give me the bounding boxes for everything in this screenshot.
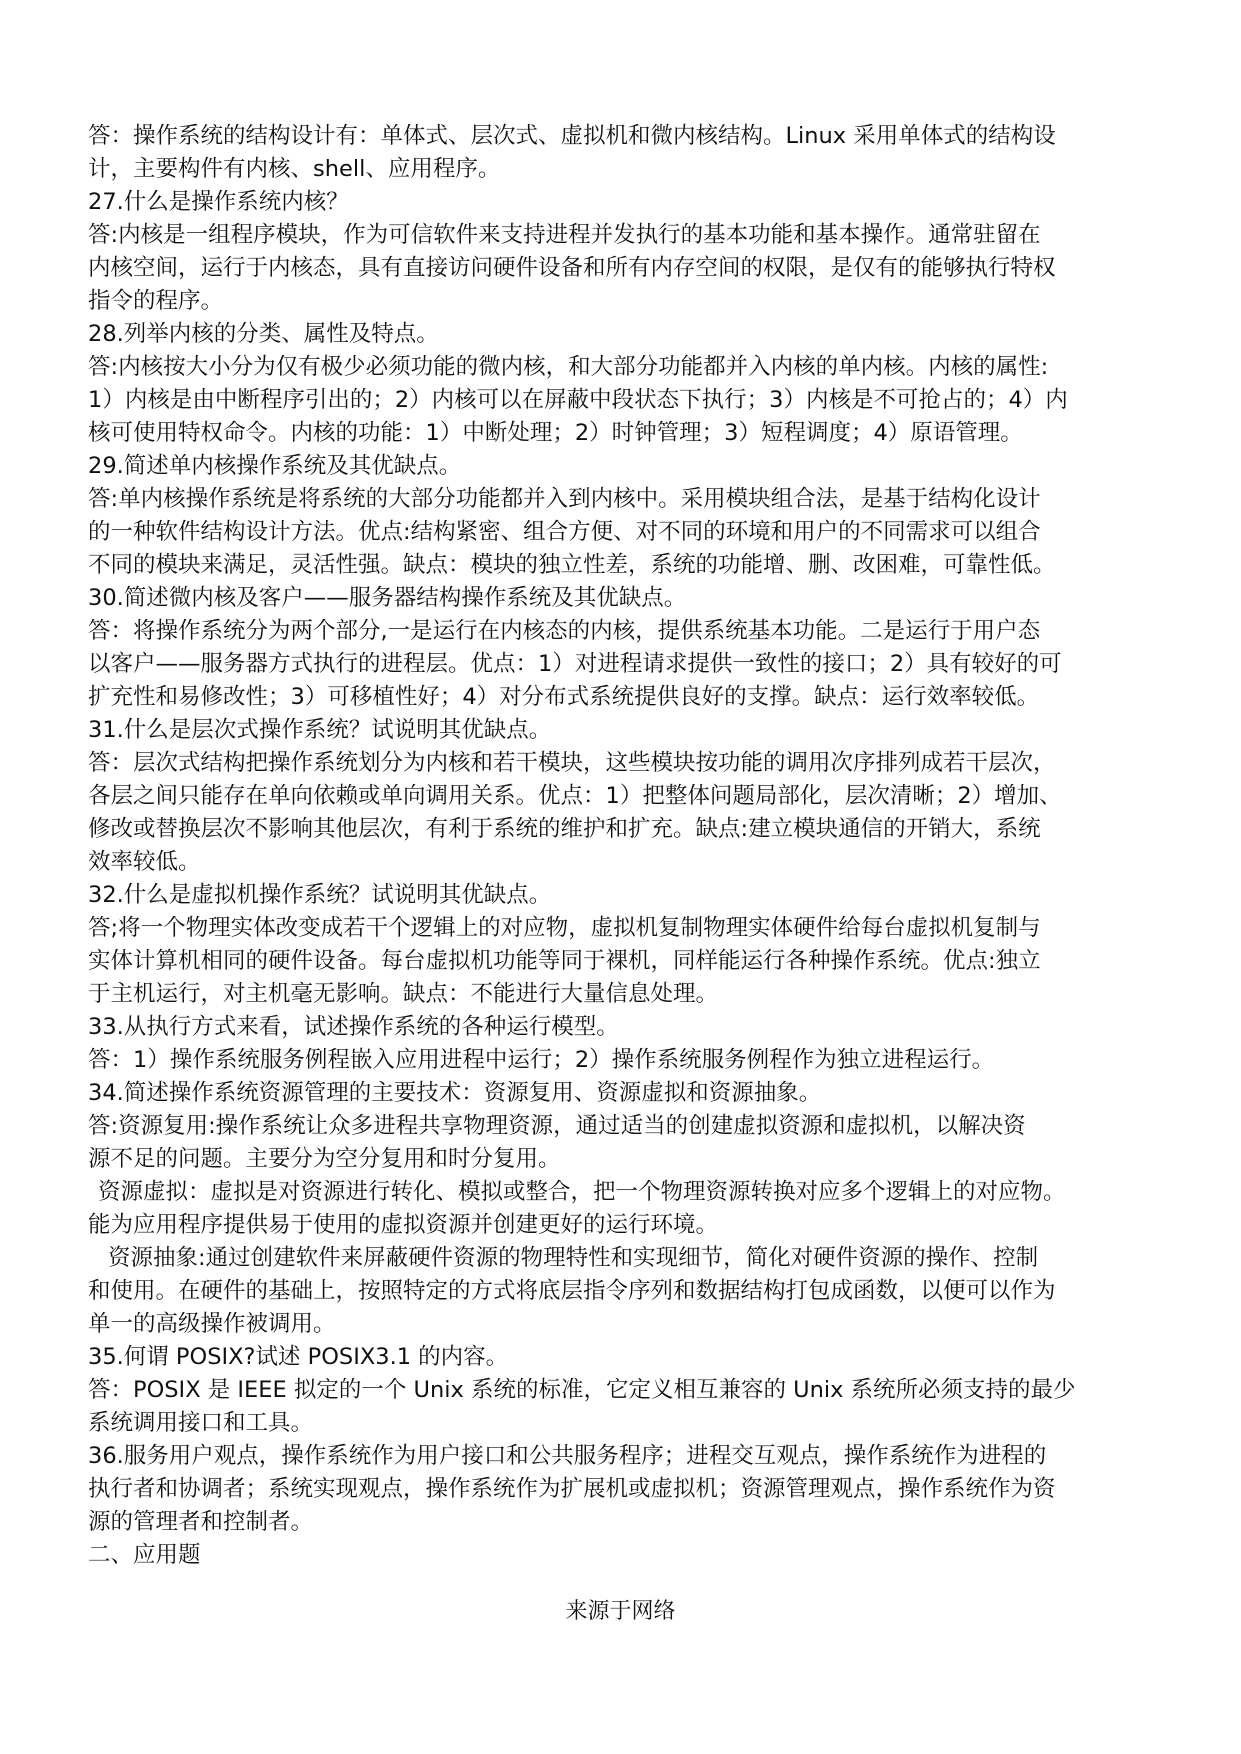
text-line: 答：POSIX 是 IEEE 拟定的一个 Unix 系统的标准，它定义相互兼容的 Unix 系统所必须支持的最少 bbox=[88, 1377, 1076, 1403]
text-line: 内核空间，运行于内核态，具有直接访问硬件设备和所有内存空间的权限，是仅有的能够执行特权 bbox=[88, 255, 1056, 281]
text-line: 能为应用程序提供易于使用的虚拟资源并创建更好的运行环境。 bbox=[88, 1212, 719, 1238]
text-line: 核可使用特权命令。内核的功能：1）中断处理；2）时钟管理；3）短程调度；4）原语管理。 bbox=[88, 420, 1023, 446]
question-heading: 33.从执行方式来看，试述操作系统的各种运行模型。 bbox=[88, 1014, 619, 1040]
text-line: 修改或替换层次不影响其他层次，有利于系统的维护和扩充。缺点:建立模块通信的开销大，系统 bbox=[88, 816, 1041, 842]
question-heading: 35.何谓 POSIX?试述 POSIX3.1 的内容。 bbox=[88, 1344, 509, 1370]
question-heading: 28.列举内核的分类、属性及特点。 bbox=[88, 321, 439, 347]
text-line: 答:资源复用:操作系统让众多进程共享物理资源，通过适当的创建虚拟资源和虚拟机，以解决资 bbox=[88, 1113, 1026, 1139]
text-line: 答：将操作系统分为两个部分,一是运行在内核态的内核，提供系统基本功能。二是运行于用户态 bbox=[88, 618, 1041, 644]
text-line: 源不足的问题。主要分为空分复用和时分复用。 bbox=[88, 1146, 561, 1172]
text-line: 和使用。在硬件的基础上，按照特定的方式将底层指令序列和数据结构打包成函数，以便可以作为 bbox=[88, 1278, 1056, 1304]
text-line: 答：1）操作系统服务例程嵌入应用进程中运行；2）操作系统服务例程作为独立进程运行。 bbox=[88, 1047, 995, 1073]
question-heading: 31.什么是层次式操作系统？试说明其优缺点。 bbox=[88, 717, 552, 743]
question-heading: 29.简述单内核操作系统及其优缺点。 bbox=[88, 453, 462, 479]
text-line: 扩充性和易修改性；3）可移植性好；4）对分布式系统提供良好的支撑。缺点：运行效率较低。 bbox=[88, 684, 1040, 710]
text-line: 的一种软件结构设计方法。优点:结构紧密、组合方便、对不同的环境和用户的不同需求可以组合 bbox=[88, 519, 1041, 545]
question-heading: 30.简述微内核及客户——服务器结构操作系统及其优缺点。 bbox=[88, 585, 687, 611]
text-line: 单一的高级操作被调用。 bbox=[88, 1311, 336, 1337]
document-body bbox=[88, 120, 1163, 1572]
text-line: 答:内核是一组程序模块，作为可信软件来支持进程并发执行的基本功能和基本操作。通常驻留在 bbox=[88, 222, 1041, 248]
text-line: 各层之间只能存在单向依赖或单向调用关系。优点：1）把整体问题局部化，层次清晰；2）增加、 bbox=[88, 783, 1062, 809]
text-line: 计，主要构件有内核、shell、应用程序。 bbox=[88, 156, 501, 182]
text-line: 实体计算机相同的硬件设备。每台虚拟机功能等同于裸机，同样能运行各种操作系统。优点:独立 bbox=[88, 948, 1041, 974]
page-footer: 来源于网络 bbox=[565, 1599, 676, 1624]
question-heading: 34.简述操作系统资源管理的主要技术：资源复用、资源虚拟和资源抽象。 bbox=[88, 1080, 822, 1106]
question-heading: 36.服务用户观点，操作系统作为用户接口和公共服务程序；进程交互观点，操作系统作为进程的 bbox=[88, 1443, 1047, 1469]
text-line: 指令的程序。 bbox=[88, 288, 224, 314]
text-line: 执行者和协调者；系统实现观点，操作系统作为扩展机或虚拟机；资源管理观点，操作系统作为资 bbox=[88, 1476, 1056, 1502]
text-line: 答：层次式结构把操作系统划分为内核和若干模块，这些模块按功能的调用次序排列成若干层次， bbox=[88, 750, 1056, 776]
text-line: 答:内核按大小分为仅有极少必须功能的微内核，和大部分功能都并入内核的单内核。内核的属性: bbox=[88, 354, 1049, 380]
text-line: 资源虚拟：虚拟是对资源进行转化、模拟或整合，把一个物理资源转换对应多个逻辑上的对应物。 bbox=[98, 1179, 1066, 1205]
text-line: 答;将一个物理实体改变成若干个逻辑上的对应物，虚拟机复制物理实体硬件给每台虚拟机复制与 bbox=[88, 915, 1041, 941]
text-line: 1）内核是由中断程序引出的；2）内核可以在屏蔽中段状态下执行；3）内核是不可抢占的；4）内 bbox=[88, 387, 1068, 413]
text-line: 答:单内核操作系统是将系统的大部分功能都并入到内核中。采用模块组合法，是基于结构化设计 bbox=[88, 486, 1041, 512]
text-line: 系统调用接口和工具。 bbox=[88, 1410, 314, 1436]
text-line: 资源抽象:通过创建软件来屏蔽硬件资源的物理特性和实现细节，简化对硬件资源的操作、控制 bbox=[108, 1245, 1039, 1271]
question-heading: 32.什么是虚拟机操作系统？试说明其优缺点。 bbox=[88, 882, 552, 908]
section-heading: 二、应用题 bbox=[88, 1542, 201, 1568]
text-line: 不同的模块来满足，灵活性强。缺点：模块的独立性差，系统的功能增、删、改困难，可靠性低。 bbox=[88, 552, 1056, 578]
text-line: 于主机运行，对主机毫无影响。缺点：不能进行大量信息处理。 bbox=[88, 981, 719, 1007]
text-line: 答：操作系统的结构设计有：单体式、层次式、虚拟机和微内核结构。Linux 采用单体式的结构设 bbox=[88, 123, 1056, 149]
text-line: 效率较低。 bbox=[88, 849, 201, 875]
text-line: 源的管理者和控制者。 bbox=[88, 1509, 314, 1535]
text-line: 以客户——服务器方式执行的进程层。优点：1）对进程请求提供一致性的接口；2）具有较好的可 bbox=[88, 651, 1062, 677]
question-heading: 27.什么是操作系统内核？ bbox=[88, 189, 349, 215]
